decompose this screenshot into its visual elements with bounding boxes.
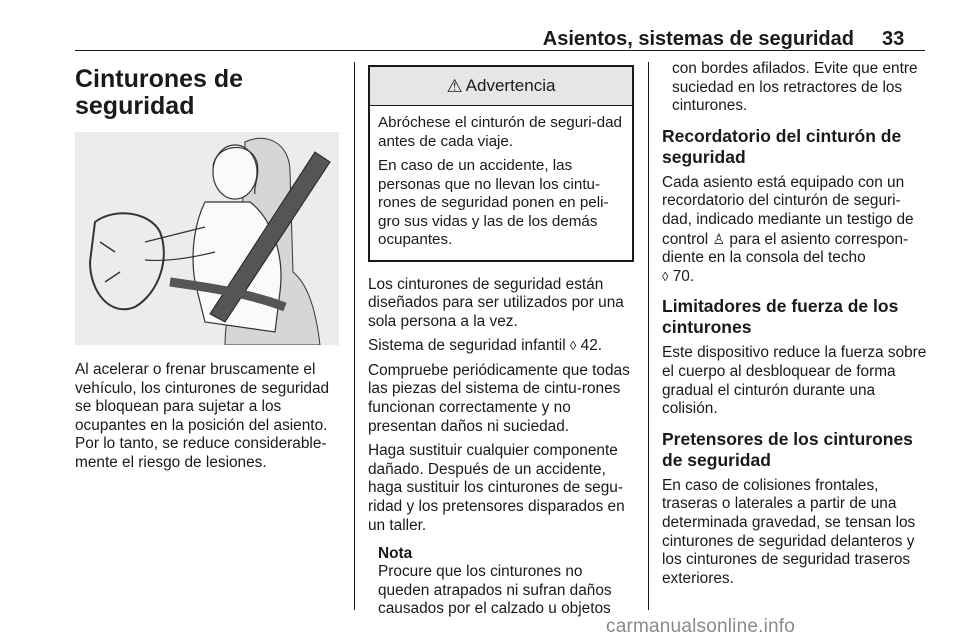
warning-triangle-icon: ⚠ — [446, 75, 463, 96]
note-continuation: con bordes afilados. Evite que entre suciedad en los retractores de los cinturones. — [672, 60, 918, 115]
column-1 — [75, 60, 345, 479]
heading-pretensioners: Pretensores de los cinturones de seguridad — [662, 428, 913, 470]
warning-paragraph-1: Abróchese el cinturón de seguri-dad antes de cada viaje. — [378, 114, 622, 150]
seatbelt-reminder-icon: ♙ — [712, 230, 726, 247]
column-2 — [368, 60, 634, 625]
note-text: Procure que los cinturones no queden atrapados ni sufran daños causados por el calzado u objetos — [378, 563, 612, 618]
paragraph-force-limiters: Este dispositivo reduce la fuerza sobre el cuerpo al desbloquear de forma gradual el cinturón durante una colisión. — [662, 344, 927, 418]
paragraph-seatbelt-reminder — [662, 174, 927, 287]
intro-paragraph: Al acelerar o frenar bruscamente el vehículo, los cinturones de seguridad se bloquean para sujetar a los ocupantes en la posición del asiento. Por lo tanto, se reduce considerable-mente el riesgo de lesiones. — [75, 361, 330, 471]
paragraph-replace-damaged: Haga sustituir cualquier componente dañado. Después de un accidente, haga sustituir los cinturones de segu-ridad y los pretensores disparados en un taller. — [368, 442, 625, 534]
section-title-line-1: Cinturones de — [75, 65, 244, 93]
running-header-title: Asientos, sistemas de seguridad — [542, 28, 854, 50]
watermark: carmanualsonline.info — [606, 616, 796, 637]
warning-paragraph-2: En caso de un accidente, las personas que no llevan los cintu-rones de seguridad ponen en peli-gro sus vidas y las de los demás ocupantes. — [378, 157, 609, 248]
page-reference-icon: ◊ — [569, 338, 577, 354]
warning-box — [368, 65, 634, 262]
section-title-line-2: seguridad — [75, 92, 195, 120]
warning-header — [370, 67, 632, 106]
paragraph-child-restraint-ref — [368, 337, 634, 356]
page-number: 33 — [882, 28, 905, 50]
driver-wearing-seatbelt-illustration — [75, 132, 339, 345]
paragraph-check-parts: Compruebe periódicamente que todas las piezas del sistema de cintu-rones funcionan correctamente y no presentan daños ni suciedad. — [368, 361, 630, 435]
child-restraint-text: Sistema de seguridad infantil — [368, 337, 566, 355]
heading-seatbelt-reminder: Recordatorio del cinturón de seguridad — [662, 125, 902, 167]
note-block — [368, 545, 634, 619]
column-divider-1 — [354, 62, 355, 610]
section-title — [75, 66, 275, 120]
column-divider-2 — [648, 62, 649, 610]
heading-force-limiters: Limitadores de fuerza de los cinturones — [662, 296, 899, 338]
page-reference-icon: ◊ — [662, 268, 669, 284]
seatbelt-reminder-text-2: para el asiento correspon-diente en la consola del techo — [662, 230, 909, 267]
seatbelt-reminder-text-1: Cada asiento está equipado con un recordatorio del cinturón de seguri-dad, indicado mediante un testigo de control — [662, 173, 914, 248]
paragraph-pretensioners: En caso de colisiones frontales, traseras o laterales a partir de una determinada gravedad, se tensan los cinturones de seguridad delanteros y los cinturones de seguridad traseros exteriores. — [662, 476, 916, 587]
column-3 — [662, 60, 927, 594]
warning-body — [370, 106, 632, 260]
seatbelt-reminder-ref-page: 70. — [672, 267, 695, 285]
note-label: Nota — [378, 545, 413, 563]
paragraph-single-person: Los cinturones de seguridad están diseñados para ser utilizados por una sola persona a la vez. — [368, 275, 624, 330]
child-restraint-ref-page: 42. — [580, 337, 603, 355]
warning-title: Advertencia — [465, 75, 556, 95]
header-divider — [75, 50, 925, 51]
